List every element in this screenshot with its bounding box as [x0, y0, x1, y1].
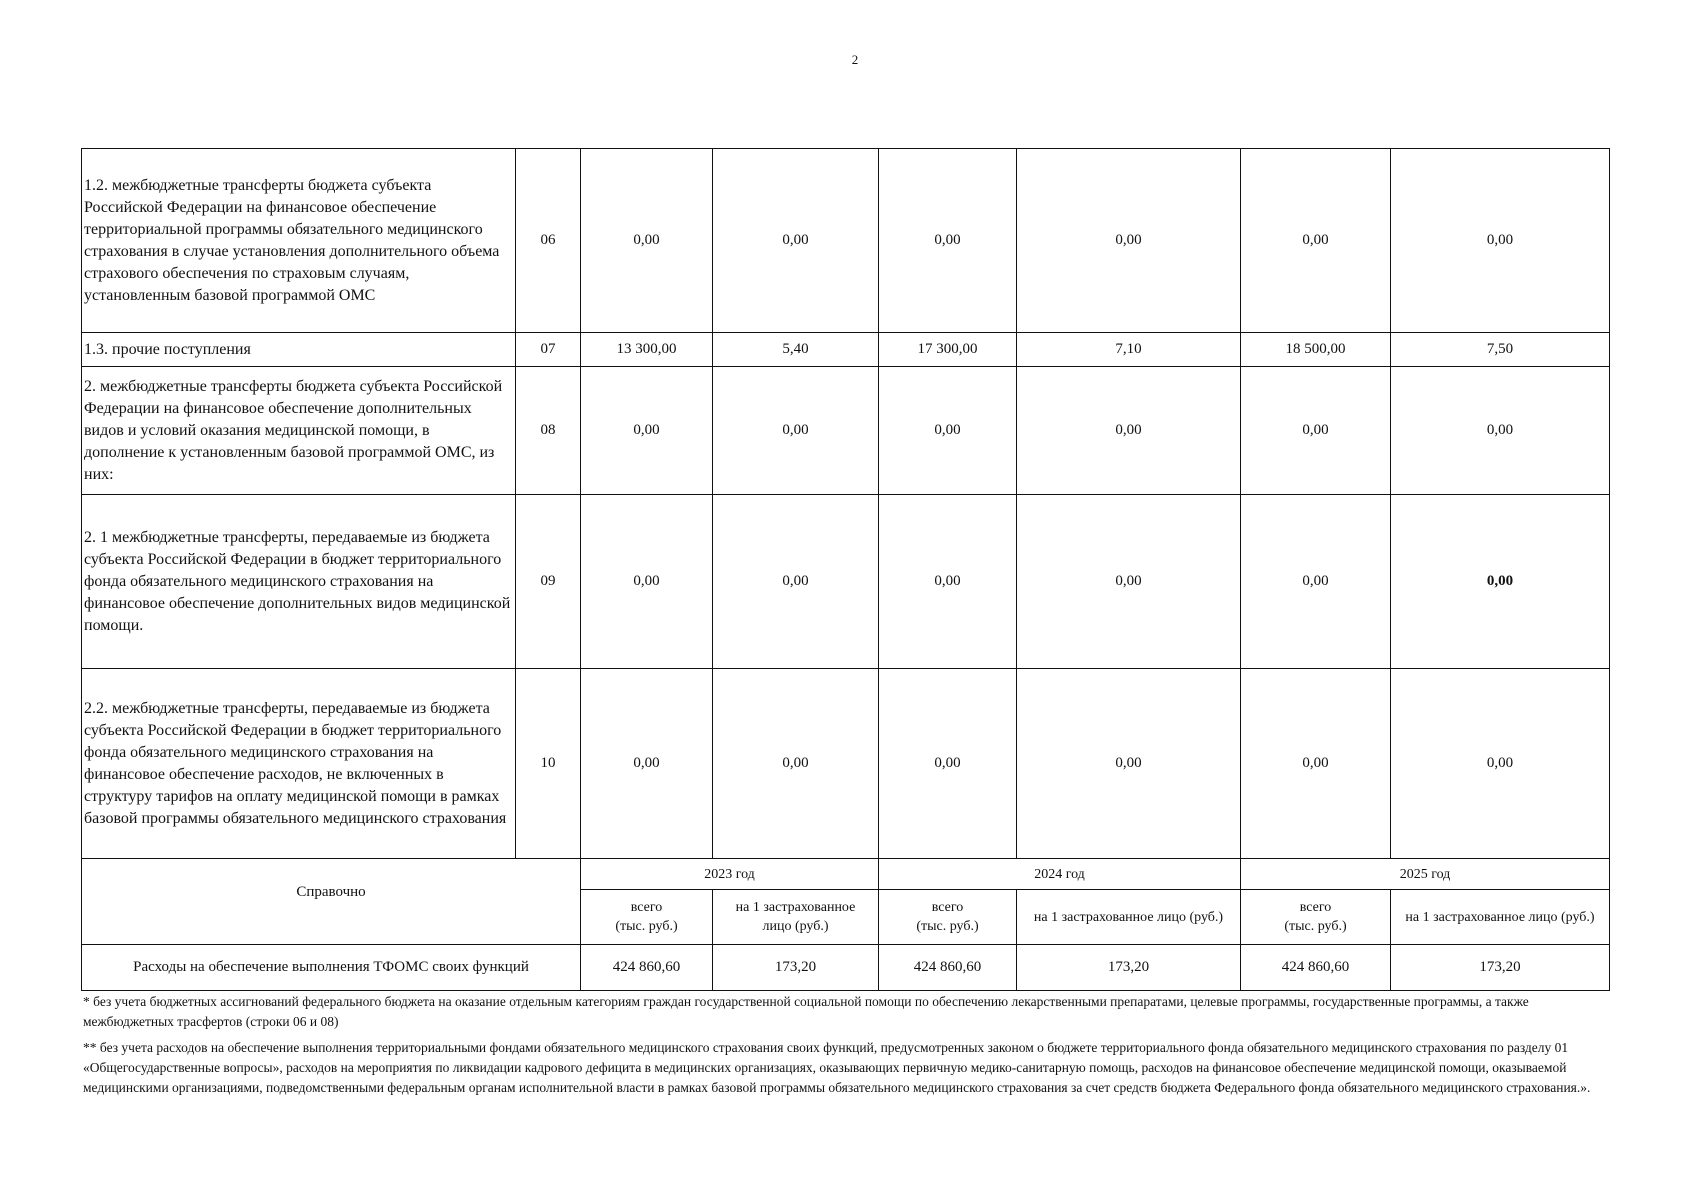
cell-2023-per-insured: 5,40	[713, 333, 879, 367]
cell-2025-per-insured: 0,00	[1391, 495, 1610, 669]
cell-2023-total: 13 300,00	[581, 333, 713, 367]
year-2025-header: 2025 год	[1241, 859, 1610, 890]
year-2024-header: 2024 год	[879, 859, 1241, 890]
expenses-2024-total: 424 860,60	[879, 945, 1017, 991]
footnote-2: ** без учета расходов на обеспечение выполнения территориальными фондами обязательного медицинского страхования своих функций, предусмотренных законом о бюджете территориального фонда обязательного медицинского страхования по разделу 01 «Общегосударственные вопросы», расходов на мероприятия по ликвидации кадрового дефицита в медицинских организациях, оказывающих первичную медико-санитарную помощь, расходов на финансовое обеспечение медицинской помощи, оказываемой медицинскими организациями, подведомственными федеральным органам исполнительной власти в рамках базовой программы обязательного медицинского страхования за счет средств бюджета Федерального фонда обязательного медицинского страхования.».	[83, 1040, 1591, 1095]
cell-2023-per-insured: 0,00	[713, 149, 879, 333]
row-label: 2.2. межбюджетные трансферты, передаваемые из бюджета субъекта Российской Федерации в бюджет территориального фонда обязательного медицинского страхования на финансовое обеспечение расходов, не включенных в структуру тарифов на оплату медицинской помощи в рамках базовой программы обязательного медицинского страхования	[82, 669, 516, 859]
col-total-label: всего (тыс. руб.)	[1284, 900, 1347, 934]
row-label: 2. 1 межбюджетные трансферты, передаваемые из бюджета субъекта Российской Федерации в бюджет территориального фонда обязательного медицинского страхования на финансовое обеспечение дополнительных видов медицинской помощи.	[82, 495, 516, 669]
col-per-insured-label: на 1 застрахованное лицо (руб.)	[1405, 909, 1595, 925]
cell-2024-total: 0,00	[879, 149, 1017, 333]
col-total-2024	[879, 890, 1017, 945]
col-total-label: всего (тыс. руб.)	[916, 900, 979, 934]
reference-label: Справочно	[82, 859, 581, 945]
cell-2024-per-insured: 7,10	[1017, 333, 1241, 367]
expenses-label: Расходы на обеспечение выполнения ТФОМС своих функций	[82, 945, 581, 991]
cell-2024-per-insured: 0,00	[1017, 495, 1241, 669]
cell-2025-total: 0,00	[1241, 669, 1391, 859]
cell-2025-total: 18 500,00	[1241, 333, 1391, 367]
cell-2024-total: 0,00	[879, 669, 1017, 859]
table-row	[82, 333, 1610, 367]
footnote-1: * без учета бюджетных ассигнований федерального бюджета на оказание отдельным категориям граждан государственной социальной помощи по обеспечению лекарственными препаратами, целевые программы, государственные программы, а также межбюджетных трасфертов (строки 06 и 08)	[83, 994, 1529, 1029]
expenses-2025-total: 424 860,60	[1241, 945, 1391, 991]
row-code: 06	[516, 149, 581, 333]
expenses-2025-per-insured: 173,20	[1391, 945, 1610, 991]
cell-2023-total: 0,00	[581, 149, 713, 333]
cell-2025-total: 0,00	[1241, 495, 1391, 669]
table-row	[82, 495, 1610, 669]
cell-2023-total: 0,00	[581, 367, 713, 495]
expenses-row	[82, 945, 1610, 991]
col-per-insured-2023	[713, 890, 879, 945]
expenses-2023-total: 424 860,60	[581, 945, 713, 991]
table-row	[82, 669, 1610, 859]
reference-year-row	[82, 859, 1610, 890]
row-label: 2. межбюджетные трансферты бюджета субъекта Российской Федерации на финансовое обеспечение дополнительных видов и условий оказания медицинской помощи, в дополнение к установленным базовой программой ОМС, из них:	[82, 367, 516, 495]
page-number: 2	[851, 52, 859, 67]
row-label: 1.3. прочие поступления	[82, 333, 516, 367]
cell-2024-total: 17 300,00	[879, 333, 1017, 367]
cell-2024-per-insured: 0,00	[1017, 367, 1241, 495]
cell-2025-per-insured: 7,50	[1391, 333, 1610, 367]
cell-2025-total: 0,00	[1241, 367, 1391, 495]
cell-2023-per-insured: 0,00	[713, 367, 879, 495]
cell-2025-per-insured: 0,00	[1391, 367, 1610, 495]
table-row	[82, 367, 1610, 495]
col-per-insured-2024	[1017, 890, 1241, 945]
expenses-2024-per-insured: 173,20	[1017, 945, 1241, 991]
col-total-2025	[1241, 890, 1391, 945]
cell-2025-per-insured: 0,00	[1391, 669, 1610, 859]
cell-2025-per-insured: 0,00	[1391, 149, 1610, 333]
col-per-insured-label: на 1 застрахованное лицо (руб.)	[735, 900, 856, 934]
col-per-insured-2025	[1391, 890, 1610, 945]
row-code: 07	[516, 333, 581, 367]
budget-table	[81, 148, 1610, 991]
year-2023-header: 2023 год	[581, 859, 879, 890]
cell-2024-per-insured: 0,00	[1017, 149, 1241, 333]
col-total-label: всего (тыс. руб.)	[615, 900, 678, 934]
row-label: 1.2. межбюджетные трансферты бюджета субъекта Российской Федерации на финансовое обеспечение территориальной программы обязательного медицинского страхования в случае установления дополнительного объема страхового обеспечения по страховым случаям, установленным базовой программой ОМС	[82, 149, 516, 333]
cell-2024-per-insured: 0,00	[1017, 669, 1241, 859]
cell-2023-per-insured: 0,00	[713, 669, 879, 859]
cell-2023-total: 0,00	[581, 669, 713, 859]
cell-2023-per-insured: 0,00	[713, 495, 879, 669]
table-row	[82, 149, 1610, 333]
expenses-2023-per-insured: 173,20	[713, 945, 879, 991]
row-code: 08	[516, 367, 581, 495]
row-code: 09	[516, 495, 581, 669]
col-per-insured-label: на 1 застрахованное лицо (руб.)	[1033, 909, 1224, 925]
footnotes	[83, 992, 1603, 1104]
cell-2023-total: 0,00	[581, 495, 713, 669]
cell-2025-total: 0,00	[1241, 149, 1391, 333]
row-code: 10	[516, 669, 581, 859]
col-total-2023	[581, 890, 713, 945]
cell-2024-total: 0,00	[879, 367, 1017, 495]
cell-2024-total: 0,00	[879, 495, 1017, 669]
